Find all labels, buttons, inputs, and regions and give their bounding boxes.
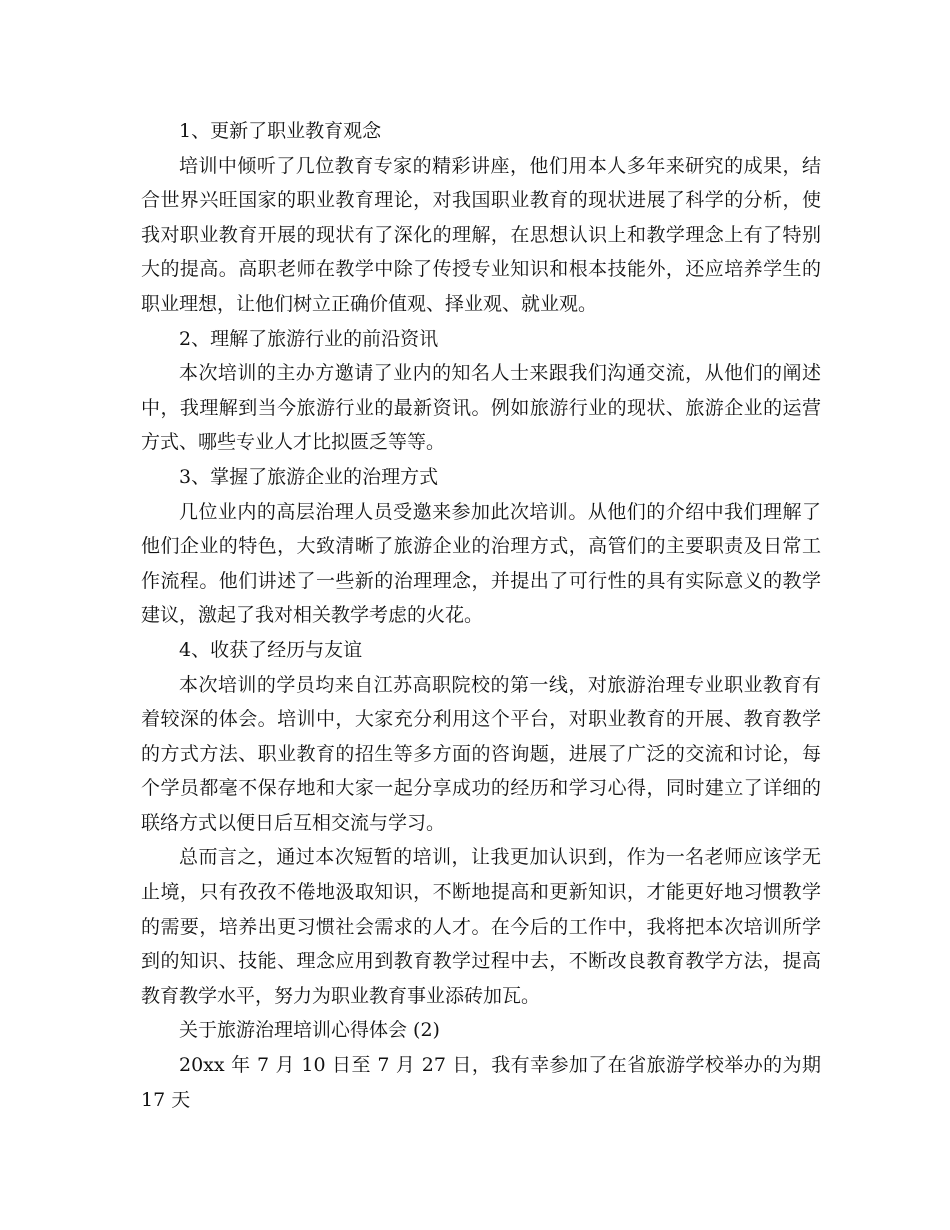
paragraph-summary: 总而言之，通过本次短暂的培训，让我更加认识到，作为一名老师应该学无止境，只有孜孜不倦地汲取知识，不断地提高和更新知识，才能更好地习惯教学的需要，培养出更习惯社会需求的人才。在今后的工作中，我将把本次培训所学到的知识、技能、理念应用到教育教学过程中去，不断改良教育教学方法，提高教育教学水平，努力为职业教育事业添砖加瓦。 [141, 846, 821, 1007]
paragraph-3: 几位业内的高层治理人员受邀来参加此次培训。从他们的介绍中我们理解了他们企业的特色，大致清晰了旅游企业的治理方式，高管们的主要职责及日常工作流程。他们讲述了一些新的治理理念，并提出了可行性的具有实际意义的教学建议，激起了我对相关教学考虑的火花。 [141, 500, 821, 627]
paragraph-6: 20xx 年 7 月 10 日至 7 月 27 日，我有幸参加了在省旅游学校举办的为期 17 天 [141, 1054, 821, 1111]
paragraph-1: 培训中倾听了几位教育专家的精彩讲座，他们用本人多年来研究的成果，结合世界兴旺国家的职业教育理论，对我国职业教育的现状进展了科学的分析，使我对职业教育开展的现状有了深化的理解，在思想认识上和教学理念上有了特别大的提高。高职老师在教学中除了传授专业知识和根本技能外，还应培养学生的职业理想，让他们树立正确价值观、择业观、就业观。 [141, 154, 821, 315]
section-heading-3: 3、掌握了旅游企业的治理方式 [179, 465, 439, 488]
article-title-2: 关于旅游治理培训心得体会 (2) [179, 1019, 440, 1042]
section-heading-1: 1、更新了职业教育观念 [179, 120, 382, 142]
paragraph-4: 本次培训的学员均来自江苏高职院校的第一线，对旅游治理专业职业教育有着较深的体会。培训中，大家充分利用这个平台，对职业教育的开展、教育教学的方式方法、职业教育的招生等多方面的咨询题，进展了广泛的交流和讨论，每个学员都毫不保存地和大家一起分享成功的经历和学习心得，同时建立了详细的联络方式以便日后互相交流与学习。 [141, 673, 821, 834]
document-body [141, 114, 821, 1117]
section-heading-4: 4、收获了经历与友谊 [179, 638, 363, 661]
paragraph-2: 本次培训的主办方邀请了业内的知名人士来跟我们沟通交流，从他们的阐述中，我理解到当今旅游行业的最新资讯。例如旅游行业的现状、旅游企业的运营方式、哪些专业人才比拟匮乏等等。 [141, 362, 821, 454]
section-heading-2: 2、理解了旅游行业的前沿资讯 [179, 327, 439, 350]
